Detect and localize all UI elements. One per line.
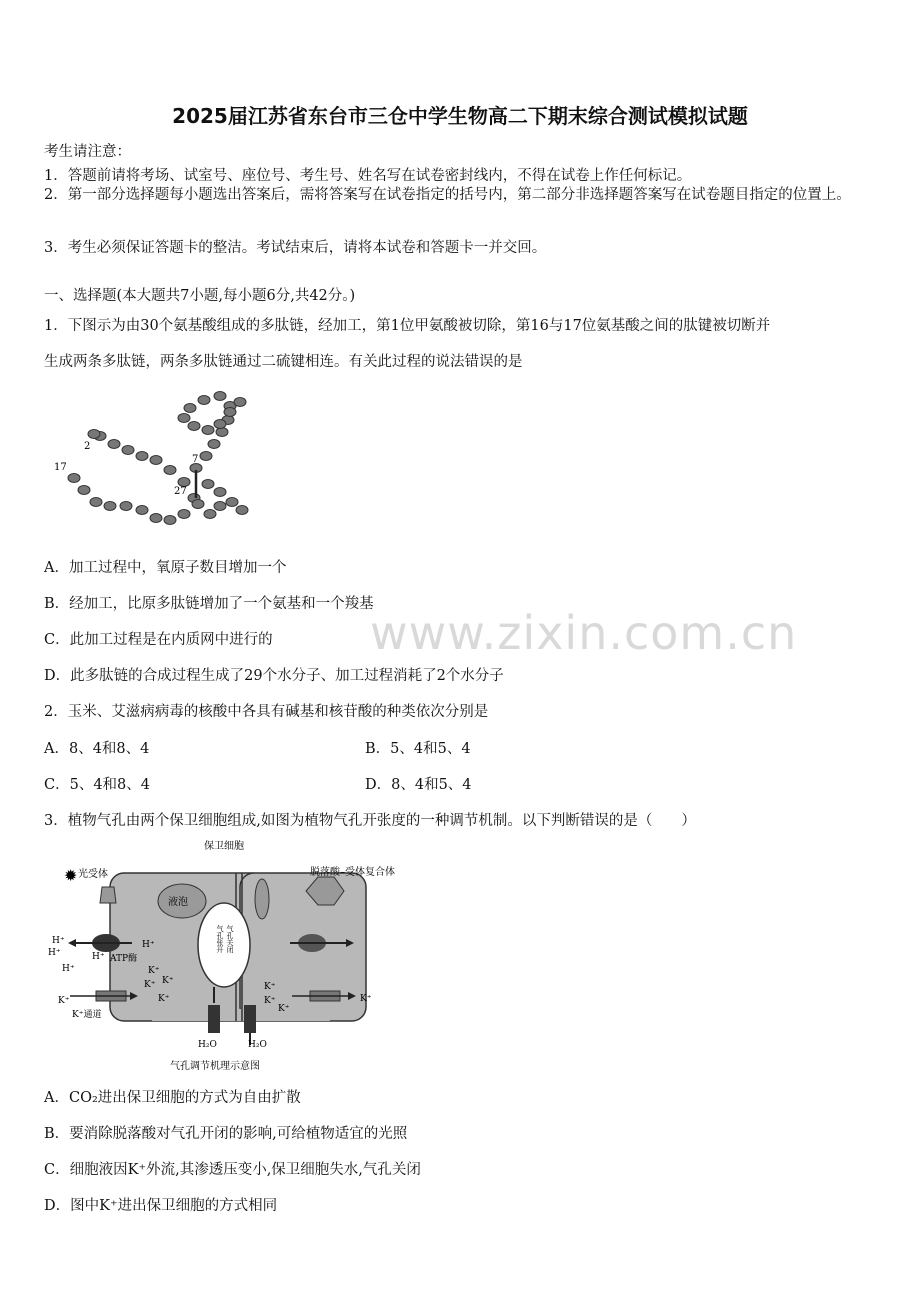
amino-acid-bead [202,426,214,435]
q3-option-c: C．细胞液因K⁺外流,其渗透压变小,保卫细胞失水,气孔关闭 [44,1162,421,1178]
photoreceptor-shape [100,887,116,903]
label-k-d: K⁺ [158,994,170,1004]
label-h2o-left: H₂O [198,1040,217,1050]
amino-acid-bead [204,510,216,519]
label-h4: H⁺ [142,940,155,950]
q3-option-d: D．图中K⁺进出保卫细胞的方式相同 [44,1198,278,1214]
q2-option-d: D．8、4和5、4 [365,777,472,793]
amino-acid-bead [178,510,190,519]
amino-acid-bead [104,502,116,511]
notice-heading: 考生请注意： [44,144,131,160]
amino-acid-bead [136,506,148,515]
label-k-out: K⁺ [360,994,372,1004]
amino-acid-bead [136,452,148,461]
label-k-a: K⁺ [148,966,160,976]
q3-stem: 3．植物气孔由两个保卫细胞组成,如图为植物气孔开张度的一种调节机制。以下判断错误的是（ ） [44,813,696,829]
section-heading: 一、选择题(本大题共7小题,每小题6分,共42分。) [44,288,356,304]
amino-acid-bead [120,502,132,511]
amino-acid-bead [216,428,228,437]
label-k-e: K⁺ [264,982,276,992]
amino-acid-bead [208,440,220,449]
q2-option-b: B．5、4和5、4 [365,741,471,757]
notice-item-3: 3．考生必须保证答题卡的整洁。考试结束后，请将本试卷和答题卡一并交回。 [44,240,547,256]
label-17: 17 [54,462,67,473]
label-stoma-open: 气孔张开 [216,925,224,953]
label-k-g: K⁺ [278,1004,290,1014]
amino-acid-bead [226,498,238,507]
amino-acid-bead [122,446,134,455]
amino-acid-bead [214,420,226,429]
amino-acid-bead [214,392,226,401]
amino-acid-bead [200,452,212,461]
amino-acid-bead [234,398,246,407]
amino-acid-bead [78,486,90,495]
stoma-pore [198,903,250,987]
amino-acid-bead [150,456,162,465]
label-aba-complex: 脱落酸–受体复合体 [310,867,395,878]
q1-option-b: B．经加工，比原多肽链增加了一个氨基和一个羧基 [44,596,374,612]
sun-icon: ✹ [64,866,78,885]
q1-option-c: C．此加工过程是在内质网中进行的 [44,632,273,648]
q3-option-a: A．CO₂进出保卫细胞的方式为自由扩散 [44,1090,301,1106]
amino-acid-bead [150,514,162,523]
amino-acid-bead [198,396,210,405]
q2-option-a: A．8、4和8、4 [44,741,150,757]
amino-acid-bead [236,506,248,515]
watermark: www.zixin.com.cn [370,606,798,660]
amino-acid-bead [108,440,120,449]
label-guard-cell: 保卫细胞 [204,841,244,852]
q2-option-c: C．5、4和8、4 [44,777,150,793]
amino-acid-bead [192,500,204,509]
label-atpase: ATP酶 [110,954,138,964]
amino-acid-bead [188,422,200,431]
label-k-f: K⁺ [264,996,276,1006]
label-h1: H⁺ [52,936,65,946]
label-k-in: K⁺ [58,996,70,1006]
polypeptide-figure [44,390,274,540]
amino-acid-bead [224,408,236,417]
label-h5: H⁺ [92,952,105,962]
stomata-figure [44,833,424,1078]
label-2: 2 [84,441,91,452]
label-vacuole: 液泡 [168,897,188,908]
amino-acid-bead [90,498,102,507]
label-27: 27 [174,486,187,497]
label-k-channel: K⁺通道 [72,1010,102,1020]
label-stoma-close: 气孔关闭 [226,925,234,953]
label-h2o-right: H₂O [248,1040,267,1050]
label-photoreceptor: 光受体 [78,869,108,880]
q1-option-d: D．此多肽链的合成过程生成了29个水分子、加工过程消耗了2个水分子 [44,668,504,684]
label-k-c: K⁺ [144,980,156,990]
amino-acid-bead [88,430,100,439]
page-title: 2025届江苏省东台市三仓中学生物高二下期末综合测试模拟试题 [172,104,748,128]
amino-acid-bead [214,488,226,497]
notice-item-2: 2．第一部分选择题每小题选出答案后，需将答案写在试卷指定的括号内，第二部分非选择题答案写在试卷题目指定的位置上。 [44,187,851,203]
amino-acid-bead [202,480,214,489]
water-channel-right [244,1005,256,1033]
q3-option-b: B．要消除脱落酸对气孔开闭的影响,可给植物适宜的光照 [44,1126,408,1142]
amino-acid-bead [184,404,196,413]
label-k-b: K⁺ [162,976,174,986]
figure-caption: 气孔调节机理示意图 [170,1061,260,1072]
notice-item-1: 1．答题前请将考场、试室号、座位号、考生号、姓名写在试卷密封线内，不得在试卷上作任何标记。 [44,168,692,184]
water-channel-left [208,1005,220,1033]
q1-stem-line2: 生成两条多肽链，两条多肽链通过二硫键相连。有关此过程的说法错误的是 [44,354,523,370]
amino-acid-bead [68,474,80,483]
shrunk-vacuole [255,879,269,919]
cell-base [152,1009,330,1021]
q2-stem: 2．玉米、艾滋病病毒的核酸中各具有碱基和核苷酸的种类依次分别是 [44,704,489,720]
amino-acid-bead [214,502,226,511]
label-h3: H⁺ [62,964,75,974]
h-arrowhead [68,939,76,947]
label-7: 7 [192,454,199,465]
amino-acid-bead [164,466,176,475]
amino-acid-bead [164,516,176,525]
label-h2: H⁺ [48,948,61,958]
q1-stem-line1: 1．下图示为由30个氨基酸组成的多肽链，经加工，第1位甲氨酸被切除，第16与17位氨基酸之间的肽键被切断并 [44,318,771,334]
q1-option-a: A．加工过程中，氧原子数目增加一个 [44,560,287,576]
amino-acid-bead [178,414,190,423]
